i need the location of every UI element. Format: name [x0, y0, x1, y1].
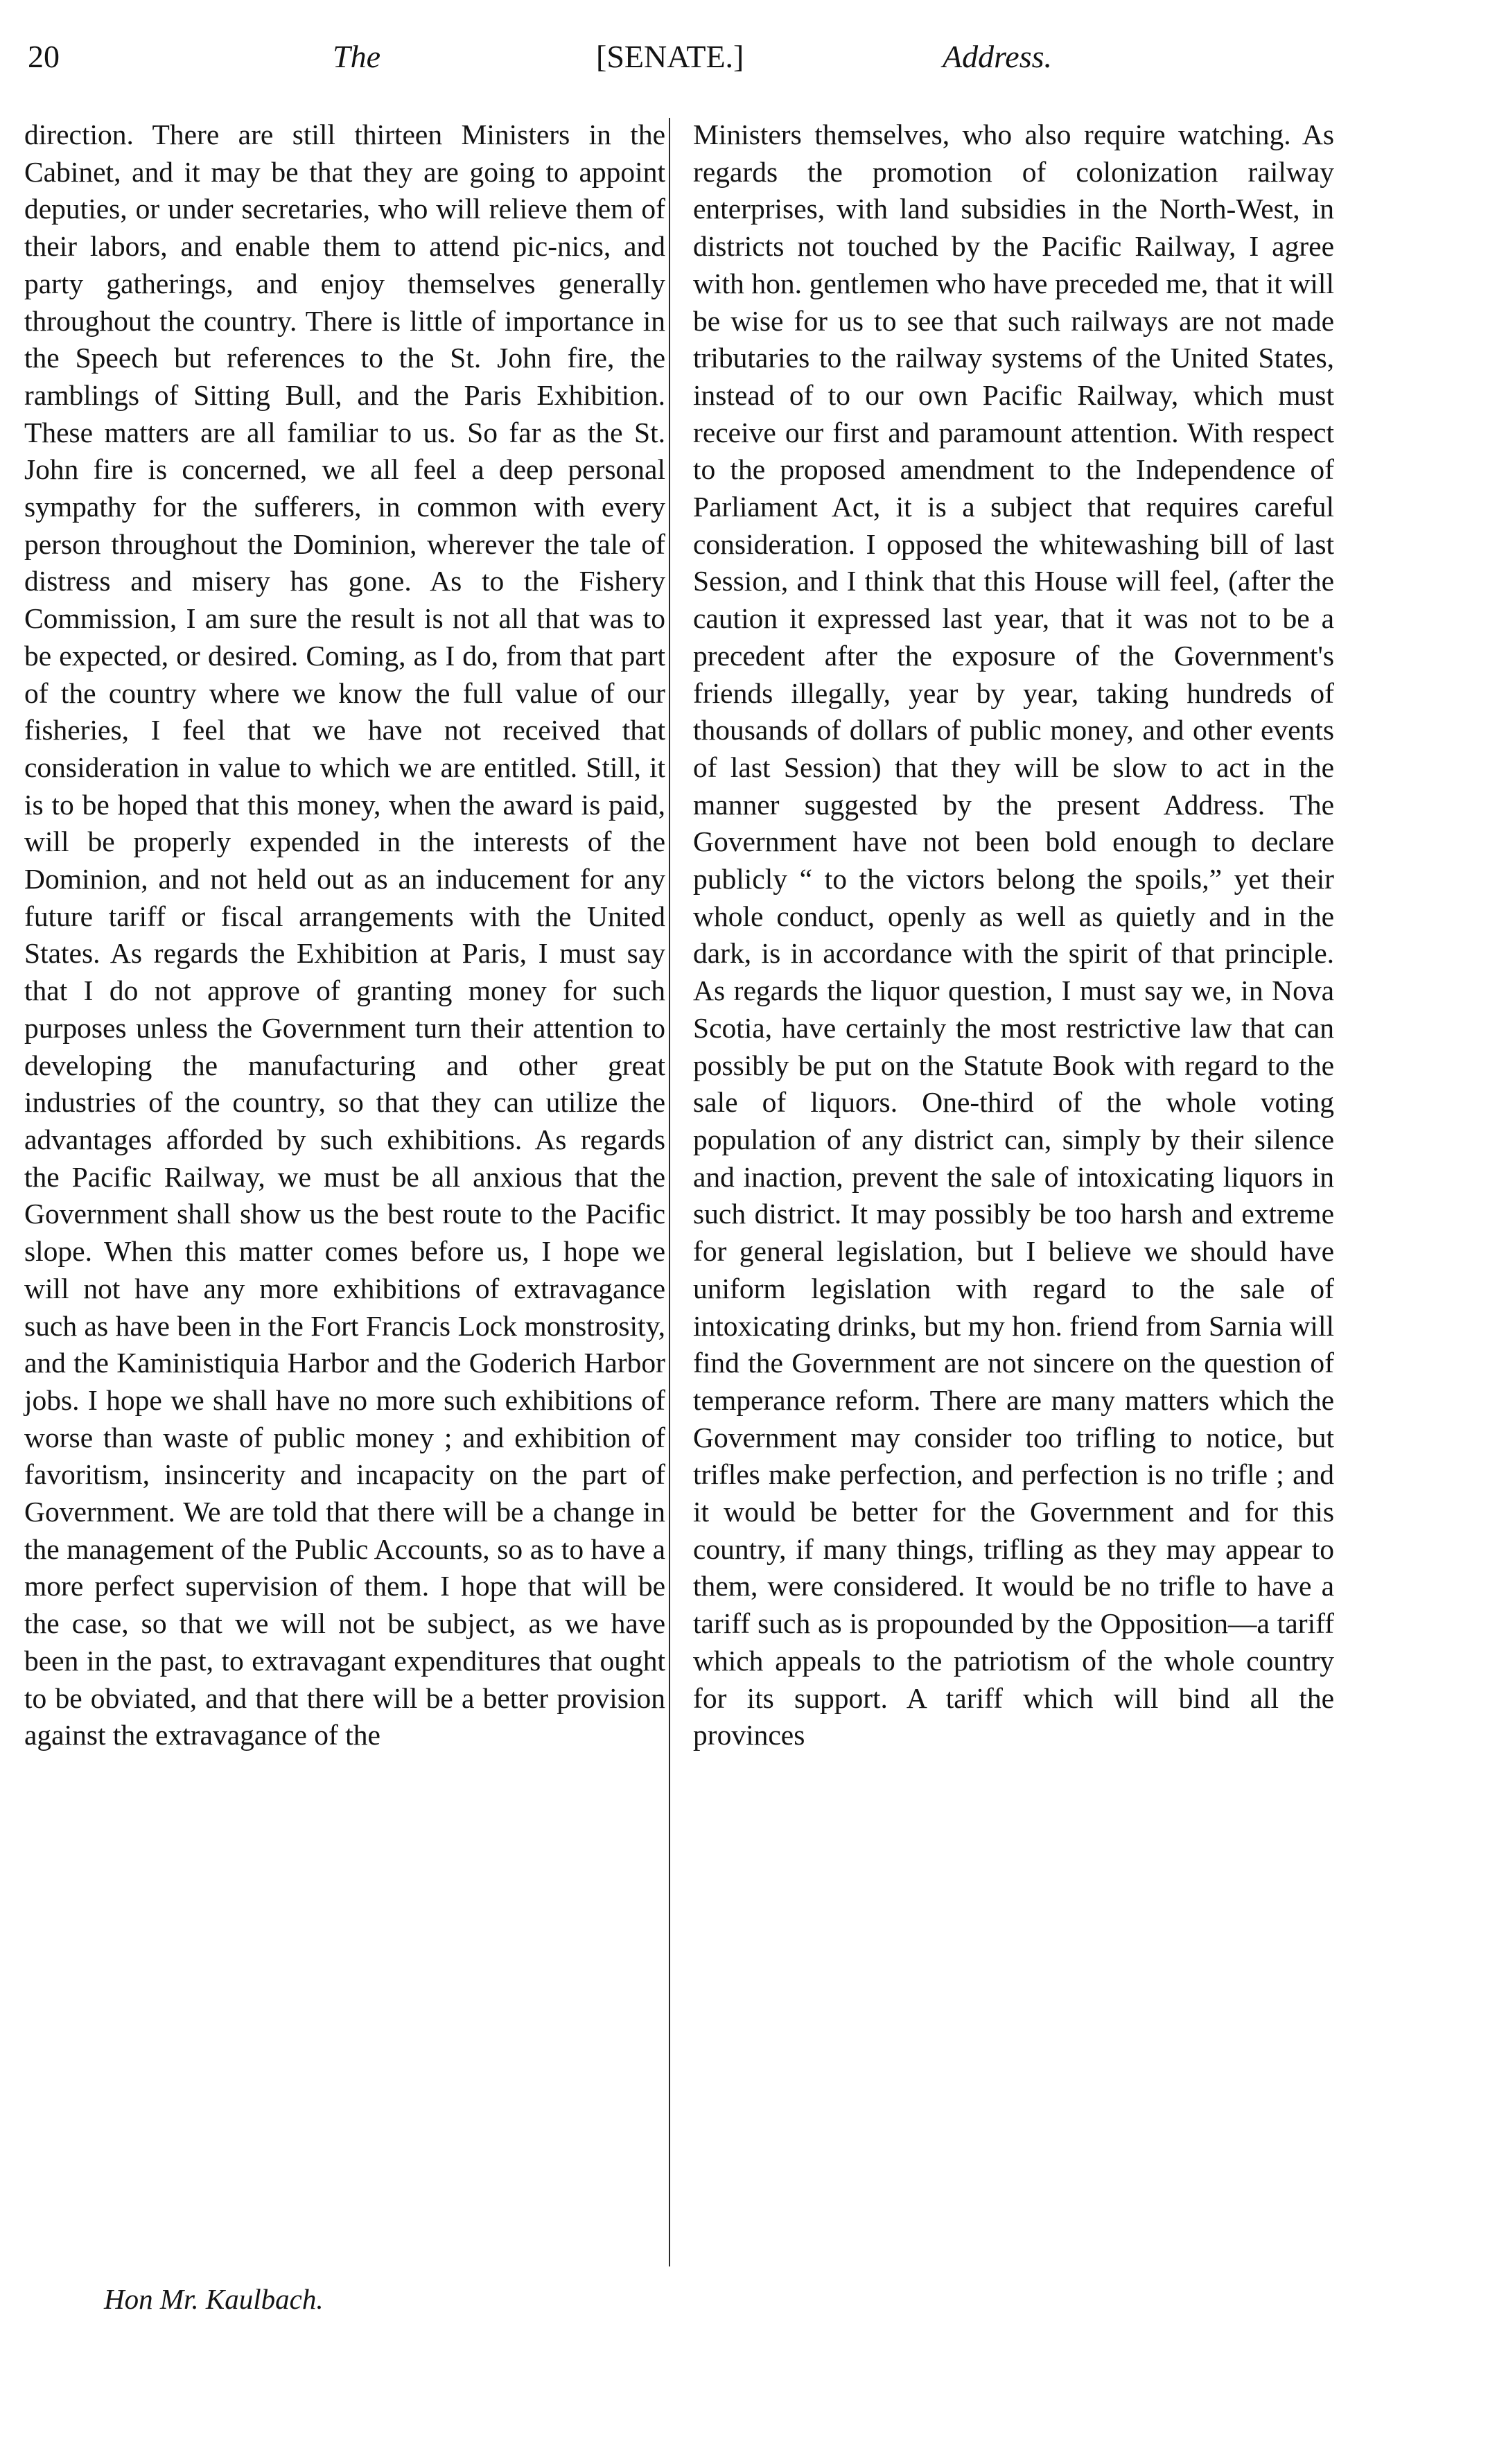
page-header — [28, 36, 1102, 91]
left-column — [24, 116, 665, 1754]
chamber-label: [SENATE.] — [596, 39, 744, 74]
column-divider — [669, 118, 670, 2266]
running-title-left: The — [333, 39, 380, 74]
speaker-name: Hon Mr. Kaulbach. — [104, 2283, 324, 2315]
right-column — [693, 116, 1334, 1754]
page-number: 20 — [28, 39, 60, 74]
right-column-text: Ministers themselves, who also require watching. As regards the promotion of colonization railway enterprises, with land subsidies in the North-West, in districts not touched by the Pacific Railway, I agree with hon. gentlemen who have preceded me, that it will be wise for us to see that such railways are not made tributaries to the railway systems of the United States, instead of to our own Pacific Railway, which must receive our first and paramount attention. With respect to the proposed amendment to the Independence of Parliament Act, it is a subject that requires careful consideration. I opposed the whitewashing bill of last Session, and I think that this House will feel, (after the caution it expressed last year, that it was not to be a precedent after the exposure of the Government's friends illegally, year by year, taking hundreds of thousands of dollars of public money, and other events of last Session) that they will be slow to act in the manner suggested by the present Address. The Government have not been bold enough to declare publicly “ to the victors belong the spoils,” yet their whole conduct, openly as well as quietly and in the dark, is in accordance with the spirit of that principle. As regards the liquor question, I must say we, in Nova Scotia, have certainly the most restrictive law that can possibly be put on the Statute Book with regard to the sale of liquors. One-third of the whole voting population of any district can, simply by their silence and inaction, prevent the sale of intoxicating liquors in such district. It may possibly be too harsh and extreme for general legislation, but I believe we should have uniform legislation with regard to the sale of intoxicating drinks, but my hon. friend from Sarnia will find the Government are not sincere on the question of temperance reform. There are many matters which the Government may consider too trifling to notice, but trifles make perfection, and perfection is no trifle ; and it would be better for the Government and for this country, if many things, trifling as they may appear to them, were considered. It would be no trifle to have a tariff such as is propounded by the Opposition—a tariff which appeals to the patriotism of the whole country for its support. A tariff which will bind all the provinces — [693, 119, 1334, 1751]
running-title-right: Address. — [943, 39, 1053, 74]
left-column-text: direction. There are still thirteen Ministers in the Cabinet, and it may be that they are going to appoint deputies, or under secretaries, who will relieve them of their labors, and enable them to attend pic-nics, and party gatherings, and enjoy themselves generally throughout the country. There is little of importance in the Speech but references to the St. John fire, the ramblings of Sitting Bull, and the Paris Exhibition. These matters are all familiar to us. So far as the St. John fire is concerned, we all feel a deep personal sympathy for the sufferers, in common with every person throughout the Dominion, wherever the tale of distress and misery has gone. As to the Fishery Commission, I am sure the result is not all that was to be expected, or desired. Coming, as I do, from that part of the country where we know the full value of our fisheries, I feel that we have not received that consideration in value to which we are entitled. Still, it is to be hoped that this money, when the award is paid, will be properly expended in the interests of the Dominion, and not held out as an inducement for any future tariff or fiscal arrangements with the United States. As regards the Exhibition at Paris, I must say that I do not approve of granting money for such purposes unless the Government turn their attention to developing the manufacturing and other great industries of the country, so that they can utilize the advantages afforded by such exhibitions. As regards the Pacific Railway, we must be all anxious that the Government shall show us the best route to the Pacific slope. When this matter comes before us, I hope we will not have any more exhibitions of extravagance such as have been in the Fort Francis Lock monstrosity, and the Kaministiquia Harbor and the Goderich Harbor jobs. I hope we shall have no more such exhibitions of worse than waste of public money ; and exhibition of favoritism, insincerity and incapacity on the part of Government. We are told that there will be a change in the management of the Public Accounts, so as to have a more perfect supervision of them. I hope that will be the case, so that we will not be subject, as we have been in the past, to extravagant expenditures that ought to be obviated, and that there will be a better provision against the extravagance of the — [24, 119, 665, 1751]
